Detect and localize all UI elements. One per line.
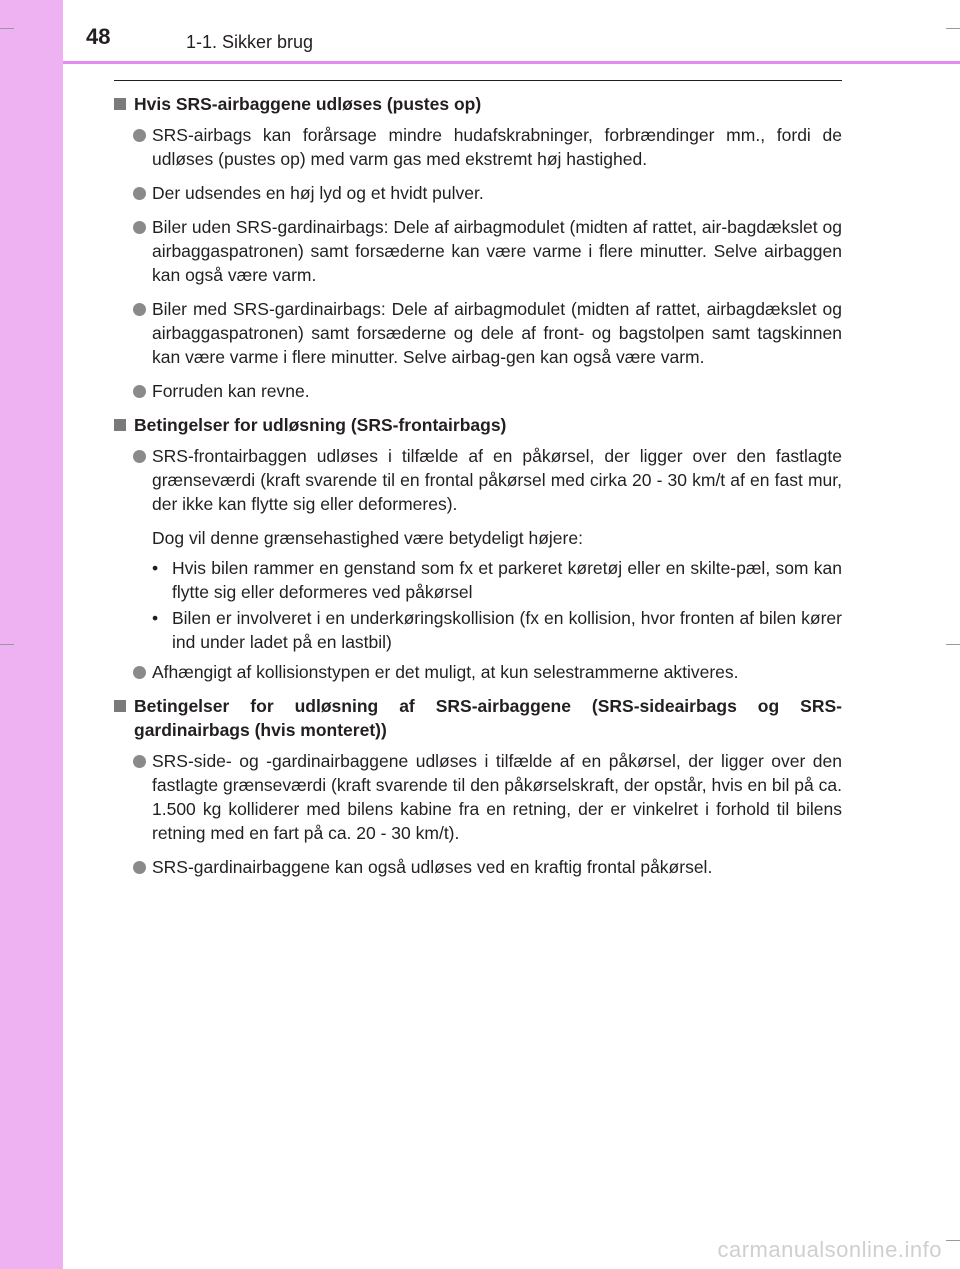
bullet-item — [114, 297, 842, 369]
page-content — [114, 92, 842, 889]
circle-bullet-icon — [133, 303, 146, 316]
bullet-text: Biler med SRS-gardinairbags: Dele af airbagmodulet (midten af rattet, airbagdækslet og airbaggaspatronen) samt forsæderne og dele af front- og bagstolpen samt tagskinnen kan være varme i flere minutter. Selve airbag-gen kan også være varm. — [152, 299, 842, 367]
bullet-item — [114, 855, 842, 879]
sub-item — [114, 556, 842, 604]
bullet-text: Afhængigt af kollisionstypen er det muligt, at kun selestrammerne aktiveres. — [152, 662, 739, 682]
content-rule — [114, 80, 842, 81]
bullet-item — [114, 749, 842, 845]
sub-item-text: Bilen er involveret i en underkøringskollision (fx en kollision, hvor fronten af bilen kører ind under ladet på en lastbil) — [172, 608, 842, 652]
bullet-item — [114, 181, 842, 205]
bullet-text: SRS-gardinairbaggene kan også udløses ved en kraftig frontal påkørsel. — [152, 857, 713, 877]
square-bullet-icon — [114, 98, 126, 110]
circle-bullet-icon — [133, 385, 146, 398]
page-number: 48 — [86, 24, 111, 49]
dot-bullet-icon: • — [152, 608, 159, 628]
square-bullet-icon — [114, 700, 126, 712]
bullet-item — [114, 444, 842, 516]
circle-bullet-icon — [133, 666, 146, 679]
circle-bullet-icon — [133, 221, 146, 234]
circle-bullet-icon — [133, 187, 146, 200]
sub-item — [114, 606, 842, 654]
crop-mark — [946, 1240, 960, 1241]
bullet-text: SRS-side- og -gardinairbaggene udløses i tilfælde af en påkørsel, der ligger over den fastlagte grænseværdi (kraft svarende til den påkørselskraft, der opstår, hvis en bil på ca. 1.500 kg kolliderer med bilens kabine fra en retning, der er vinkelret i forhold til bilens retning med en fart på ca. 20 - 30 km/t). — [152, 751, 842, 843]
crop-mark — [0, 28, 14, 29]
bullet-item — [114, 215, 842, 287]
square-bullet-icon — [114, 419, 126, 431]
circle-bullet-icon — [133, 129, 146, 142]
section-heading-text: Betingelser for udløsning af SRS-airbaggene (SRS-sideairbags og SRS-gardinairbags (hvis monteret)) — [134, 696, 842, 740]
circle-bullet-icon — [133, 755, 146, 768]
dot-bullet-icon: • — [152, 558, 159, 578]
circle-bullet-icon — [133, 861, 146, 874]
crop-mark — [0, 644, 14, 645]
section-heading-text: Betingelser for udløsning (SRS-frontairbags) — [134, 415, 507, 435]
section-heading — [114, 92, 842, 116]
bullet-item — [114, 123, 842, 171]
crop-mark — [946, 644, 960, 645]
section-title: 1-1. Sikker brug — [186, 32, 314, 52]
bullet-item — [114, 660, 842, 684]
watermark: carmanualsonline.info — [717, 1237, 942, 1262]
paragraph: Dog vil denne grænsehastighed være betydeligt højere: — [152, 528, 583, 548]
circle-bullet-icon — [133, 450, 146, 463]
bullet-text: SRS-airbags kan forårsage mindre hudafskrabninger, forbrændinger mm., fordi de udløses (pustes op) med varm gas med ekstremt høj hastighed. — [152, 125, 842, 169]
bullet-text: Forruden kan revne. — [152, 381, 310, 401]
bullet-item — [114, 379, 842, 403]
section-heading — [114, 694, 842, 742]
crop-mark — [946, 28, 960, 29]
bullet-text: SRS-frontairbaggen udløses i tilfælde af en påkørsel, der ligger over den fastlagte grænseværdi (kraft svarende til en frontal påkørsel med cirka 20 - 30 km/t af en fast mur, der ikke kan flytte sig eller deformeres). — [152, 446, 842, 514]
section-heading — [114, 413, 842, 437]
bullet-text: Der udsendes en høj lyd og et hvidt pulver. — [152, 183, 484, 203]
section-heading-text: Hvis SRS-airbaggene udløses (pustes op) — [134, 94, 482, 114]
sub-item-text: Hvis bilen rammer en genstand som fx et parkeret køretøj eller en skilte-pæl, som kan flytte sig eller deformeres ved påkørsel — [172, 558, 842, 602]
bullet-text: Biler uden SRS-gardinairbags: Dele af airbagmodulet (midten af rattet, air-bagdækslet og airbaggaspatronen) samt forsæderne kan være varme i flere minutter. Selve airbaggen kan også være varm. — [152, 217, 842, 285]
sidebar-band — [0, 0, 63, 1269]
header-rule — [63, 61, 960, 64]
